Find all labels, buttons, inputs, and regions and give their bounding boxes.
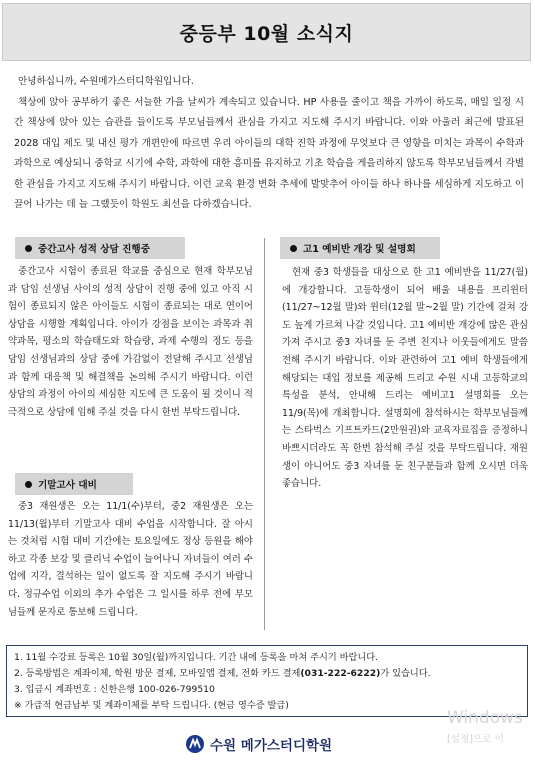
bullet-icon [290, 245, 297, 252]
bullet-icon [25, 481, 32, 488]
section-title-prep: 고1 예비반 개강 및 설명회 [303, 244, 416, 255]
notice-line-2-suffix: 가 있습니다. [380, 668, 431, 679]
section-header-exam [15, 473, 133, 495]
title-banner [2, 3, 531, 61]
footer-logo [186, 734, 332, 754]
prep-text: 현재 중3 학생들을 대상으로 한 고1 예비반을 11/27(월)에 개강합니다. 고등학생이 되어 배울 내용을 프리윈터(11/27~12월 말)와 윈터(12월 말~2월 말) 기간에 걸쳐 강도 높게 가르쳐 나갈 것입니다. 고1 예비반 개강에 많은 관심 가져 주시고 중3 자녀를 둔 주변 친지나 이웃들에게도 말씀 전해 주시기 바랍니다. 이와 관련하여 고1 예비 학생들에게 해당되는 대입 정보를 제공해 드리고 수원 시내 고등학교의 특성을 분석, 안내해 드리는 예비고1 설명회를 오는 11/9(목)에 개최합니다. 설명회에 참석하시는 학부모님들께는 스타벅스 기프트카드(2만원권)와 교육자료집을 증정하니 바쁘시더라도 꼭 한번 참석해 주실 것을 부탁드립니다. 재원생이 아니어도 중3 자녀를 둔 친구분들과 함께 오시면 더욱 좋습니다. [282, 267, 528, 490]
column-divider [264, 238, 265, 630]
intro-text [14, 72, 524, 216]
section-body-consult [8, 263, 253, 421]
section-header-consult [15, 237, 185, 259]
intro-greeting: 안녕하십니까, 수원메가스터디학원입니다. [18, 76, 194, 87]
bullet-icon [25, 245, 32, 252]
section-title-consult: 중간고사 성적 상담 진행중 [38, 244, 150, 255]
notice-line-4: ※ 가급적 현금납부 및 계좌이체를 부탁 드립니다. (현금 영수증 발급) [14, 700, 289, 711]
section-title-exam: 기말고사 대비 [38, 480, 97, 491]
notice-line-2 [14, 666, 520, 682]
consult-text: 중간고사 시험이 종료된 학교를 중심으로 현재 학부모님과 담임 선생님 사이의 성적 상담이 진행 중에 있고 아직 시험이 종료되지 않은 아이들도 시험이 종료되는 대로 연이어 상담을 시행할 계획입니다. 아이가 강점을 보이는 과목과 취약과목, 평소의 학습태도와 학습량, 과제 수행의 정도 등을 담임 선생님과의 상담 중에 가감없이 전달해 주시고 선생님과 함께 대응책 및 해결책을 논의해 주시기 바랍니다. 이런 상담의 과정이 아이의 세심한 지도에 큰 도움이 될 것이니 적극적으로 상담에 임해 주실 것을 다시 한번 부탁드립니다. [8, 266, 253, 418]
notice-line-3: 3. 입금시 계좌번호 : 신한은행 100-026-799510 [14, 684, 215, 695]
notice-box [6, 645, 528, 717]
academy-logo-icon [186, 735, 204, 753]
notice-line-1: 1. 11월 수강료 등록은 10월 30일(월)까지입니다. 기간 내에 등록을 마쳐 주시기 바랍니다. [14, 652, 379, 663]
section-body-prep [282, 264, 528, 493]
notice-line-2-text: 2. 등록방법은 계좌이체, 학원 방문 결제, 모바일앱 결제, 전화 카드 결제 [14, 668, 301, 679]
phone-number: (031-222-6222) [300, 668, 381, 679]
intro-body: 책상에 앉아 공부하기 좋은 서늘한 가을 날씨가 계속되고 있습니다. HP 사용을 줄이고 책을 가까이 하도록, 매일 일정 시간 책상에 앉아 있는 습관을 들이도록 부모님들께서 관심을 가지고 지도해 주시기 바랍니다. 이와 아울러 최근에 발표된 2028 대입 제도 및 내신 평가 개편안에 따르면 우리 아이들의 대학 진학 과정에 무엇보다 큰 영향을 미치는 과목이 수학과 과학으로 예상되니 중학교 시기에 수학, 과학에 대한 흥미를 유지하고 기초 학습을 게을리하지 않도록 학부모님들께서 각별한 관심을 가지고 지도해 주시기 바랍니다. 이런 교육 환경 변화 추세에 발맞추어 아이들 하나 하나를 세심하게 지도하고 이끌어 나가는 데 늘 그랬듯이 학원도 최선을 다하겠습니다. [14, 96, 524, 210]
section-header-prep [280, 237, 440, 259]
exam-text: 중3 재원생은 오는 11/1(수)부터, 중2 재원생은 오는 11/13(월)부터 기말고사 대비 수업을 시작합니다. 잘 아시는 것처럼 시험 대비 기간에는 토요일에도 정상 등원을 해야 하고 각종 보강 및 클리닉 수업이 늘어나니 자녀들이 여러 수업에 지각, 결석하는 일이 없도록 잘 지도해 주시기 바랍니다. 정규수업 이외의 추가 수업은 그 일시를 하루 전에 부모님들께 문자로 통보해 드립니다. [8, 501, 253, 618]
section-body-exam [8, 498, 253, 621]
academy-name: 수원 메가스터디학원 [210, 738, 333, 754]
page-title: 중등부 10월 소식지 [179, 22, 354, 45]
windows-watermark: Windows [447, 708, 523, 728]
windows-watermark-sub: [설정]으로 이 [447, 734, 504, 745]
